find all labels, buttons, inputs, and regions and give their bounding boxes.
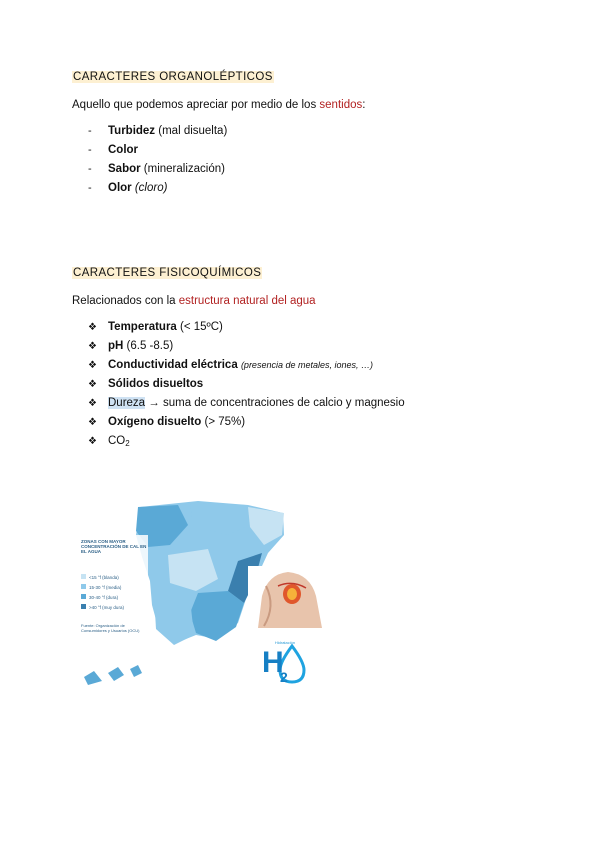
list-item-temperatura bbox=[88, 318, 405, 337]
list-item-color bbox=[88, 141, 227, 160]
torso-illustration-image bbox=[248, 566, 328, 628]
torso-graphic bbox=[248, 566, 328, 628]
heart-core bbox=[287, 588, 297, 600]
map-region-southeast bbox=[190, 591, 244, 641]
list-item-olor bbox=[88, 179, 227, 198]
list-item-ph bbox=[88, 337, 405, 356]
diamond-bullet-icon: ❖ bbox=[88, 417, 97, 428]
legend-item bbox=[81, 593, 147, 603]
diamond-bullet-icon: ❖ bbox=[88, 398, 97, 409]
legend-item bbox=[81, 603, 147, 613]
legend-item bbox=[81, 573, 147, 583]
intro-text: Aquello que podemos apreciar por medio de los bbox=[72, 99, 320, 111]
logo-subscript: 2 bbox=[280, 669, 288, 685]
legend-swatch bbox=[81, 604, 86, 609]
diamond-bullet-icon: ❖ bbox=[88, 322, 97, 333]
h2o-logo bbox=[258, 640, 308, 690]
logo-o-letter bbox=[288, 656, 289, 657]
section-heading-organolepticos: CARACTERES ORGANOLÉPTICOS bbox=[73, 71, 273, 83]
logo-caption: Hidratación bbox=[274, 640, 296, 645]
item-term: Sabor bbox=[108, 163, 141, 175]
diamond-bullet-icon: ❖ bbox=[88, 379, 97, 390]
list-item-dureza bbox=[88, 394, 405, 413]
map-legend-title: ZONAS CON MAYOR CONCENTRACIÓN DE CAL EN EL AGUA bbox=[81, 539, 147, 554]
legend-label: 30-40 °f (dura) bbox=[89, 595, 119, 600]
map-source: Fuente: Organización de Consumidores y Usuarios (OCU) bbox=[81, 623, 140, 633]
item-detail: (presencia de metales, iones, …) bbox=[240, 360, 373, 370]
dash-marker: - bbox=[88, 182, 92, 194]
section-intro-fisicoquimicos bbox=[72, 295, 316, 307]
list-item-sabor bbox=[88, 160, 227, 179]
diamond-bullet-icon: ❖ bbox=[88, 436, 97, 447]
item-term: Temperatura bbox=[108, 321, 177, 333]
item-subscript: 2 bbox=[125, 439, 130, 448]
item-term: Oxígeno disuelto bbox=[108, 416, 202, 428]
dash-marker: - bbox=[88, 163, 92, 175]
organolepticos-list bbox=[88, 122, 227, 198]
list-item-co2 bbox=[88, 432, 405, 451]
legend-swatch bbox=[81, 574, 86, 579]
item-term: Dureza bbox=[108, 397, 146, 409]
fisicoquimicos-list bbox=[88, 318, 405, 451]
item-term: Sólidos disueltos bbox=[108, 378, 204, 390]
intro-suffix: : bbox=[362, 99, 366, 111]
map-legend bbox=[81, 573, 147, 613]
intro-highlight: sentidos bbox=[319, 99, 363, 111]
legend-label: 15-30 °f (media) bbox=[89, 585, 122, 590]
item-detail: (< 15ºC) bbox=[176, 321, 223, 333]
dash-marker: - bbox=[88, 125, 92, 137]
logo-h-letter: H bbox=[262, 646, 284, 679]
item-detail: (mal disuelta) bbox=[155, 125, 228, 137]
list-item-oxigeno bbox=[88, 413, 405, 432]
legend-swatch bbox=[81, 594, 86, 599]
item-term: Olor bbox=[108, 182, 132, 194]
legend-item bbox=[81, 583, 147, 593]
section-heading-fisicoquimicos: CARACTERES FISICOQUÍMICOS bbox=[73, 267, 262, 279]
item-term: Conductividad eléctrica bbox=[108, 359, 238, 371]
item-term: CO bbox=[108, 435, 126, 447]
legend-swatch bbox=[81, 584, 86, 589]
item-detail: → suma de concentraciones de calcio y magnesio bbox=[145, 397, 405, 409]
intro-highlight: estructura natural del agua bbox=[178, 295, 316, 307]
map-canary-islands bbox=[84, 665, 142, 685]
item-detail: (> 75%) bbox=[201, 416, 246, 428]
section-intro-organolepticos bbox=[72, 99, 365, 111]
list-item-conductividad bbox=[88, 356, 405, 375]
item-term: Turbidez bbox=[108, 125, 156, 137]
legend-label: >40 °f (muy dura) bbox=[89, 605, 124, 610]
item-detail: (6.5 -8.5) bbox=[123, 340, 174, 352]
item-detail: (mineralización) bbox=[140, 163, 225, 175]
intro-text: Relacionados con la bbox=[72, 295, 179, 307]
list-item-solidos bbox=[88, 375, 405, 394]
item-term: Color bbox=[108, 144, 139, 156]
item-term: pH bbox=[108, 340, 124, 352]
list-item-turbidez bbox=[88, 122, 227, 141]
map-region-southwest bbox=[154, 595, 194, 645]
diamond-bullet-icon: ❖ bbox=[88, 341, 97, 352]
diamond-bullet-icon: ❖ bbox=[88, 360, 97, 371]
item-detail: (cloro) bbox=[134, 182, 168, 194]
dash-marker: - bbox=[88, 144, 92, 156]
legend-label: <15 °f (blanda) bbox=[89, 575, 119, 580]
